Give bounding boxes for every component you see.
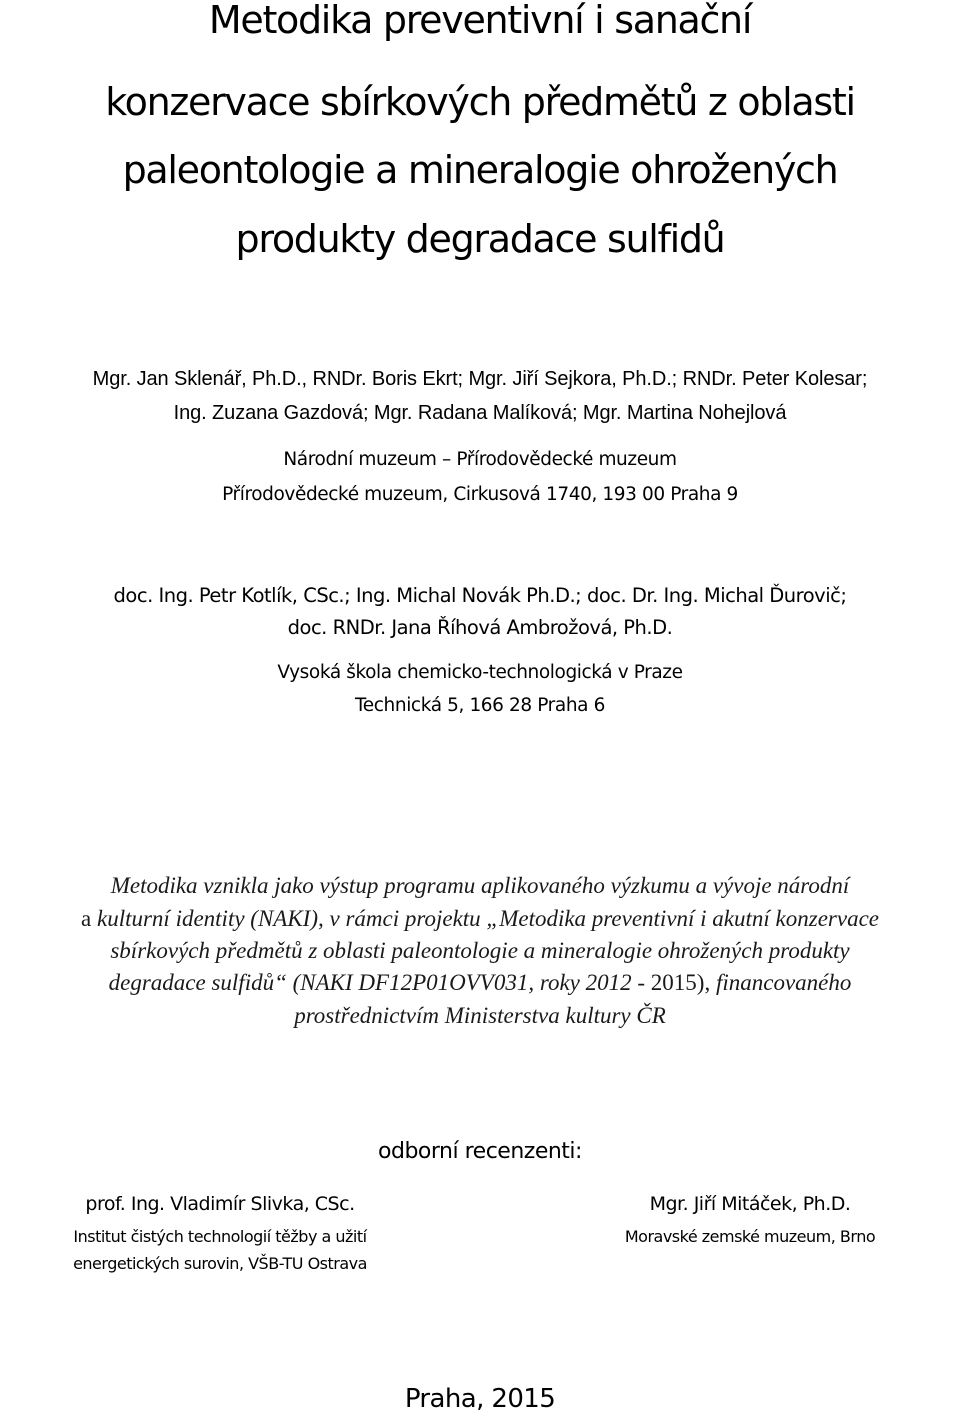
reviewer-institution: energetických surovin, VŠB-TU Ostrava xyxy=(73,1254,367,1273)
reviewer-name: Mgr. Jiří Mitáček, Ph.D. xyxy=(649,1193,851,1215)
title-line: Metodika preventivní i sanační xyxy=(208,0,752,42)
author-line: doc. RNDr. Jana Říhová Ambrožová, Ph.D. xyxy=(287,616,673,639)
institution-line: Národní muzeum – Přírodovědecké muzeum xyxy=(283,449,677,470)
reviewers-heading: odborní recenzenti: xyxy=(378,1139,582,1164)
title-line: produkty degradace sulfidů xyxy=(235,217,725,261)
institution-line: Přírodovědecké muzeum, Cirkusová 1740, 193 00 Praha 9 xyxy=(222,484,738,505)
funding-line xyxy=(0,906,960,932)
funding-line-text: kulturní identity (NAKI), v rámci projektu „Metodika preventivní i akutní konzervace xyxy=(96,906,879,931)
funding-line: sbírkových předmětů z oblasti paleontologie a mineralogie ohrožených produkty xyxy=(110,938,850,963)
funding-line: Metodika vznikla jako výstup programu aplikovaného výzkumu a vývoje národní xyxy=(110,873,850,898)
funding-line xyxy=(0,970,960,996)
institution-line: Vysoká škola chemicko-technologická v Praze xyxy=(277,662,683,683)
funding-line-text: degradace sulfidů“ (NAKI DF12P01OVV031, roky 2012 xyxy=(108,970,632,995)
reviewer-institution: Institut čistých technologií těžby a užití xyxy=(73,1227,367,1246)
author-line: Mgr. Jan Sklenář, Ph.D., RNDr. Boris Ekrt; Mgr. Jiří Sejkora, Ph.D.; RNDr. Peter Kolesar; xyxy=(92,368,868,390)
funding-line-prefix: a xyxy=(81,906,92,931)
author-line: Ing. Zuzana Gazdová; Mgr. Radana Malíková; Mgr. Martina Nohejlová xyxy=(173,402,787,424)
reviewer-institution: Moravské zemské muzeum, Brno xyxy=(624,1227,876,1246)
reviewer-name: prof. Ing. Vladimír Slivka, CSc. xyxy=(85,1193,355,1215)
title-line: paleontologie a mineralogie ohrožených xyxy=(122,148,838,192)
title-line: konzervace sbírkových předmětů z oblasti xyxy=(105,80,855,124)
author-line: doc. Ing. Petr Kotlík, CSc.; Ing. Michal Novák Ph.D.; doc. Dr. Ing. Michal Ďurovič; xyxy=(113,584,847,607)
institution-line: Technická 5, 166 28 Praha 6 xyxy=(355,695,605,716)
place-and-year: Praha, 2015 xyxy=(404,1384,556,1414)
funding-line-years: - 2015), xyxy=(631,970,716,995)
funding-line-text: financovaného xyxy=(715,970,852,995)
funding-line: prostřednictvím Ministerstva kultury ČR xyxy=(294,1003,666,1028)
